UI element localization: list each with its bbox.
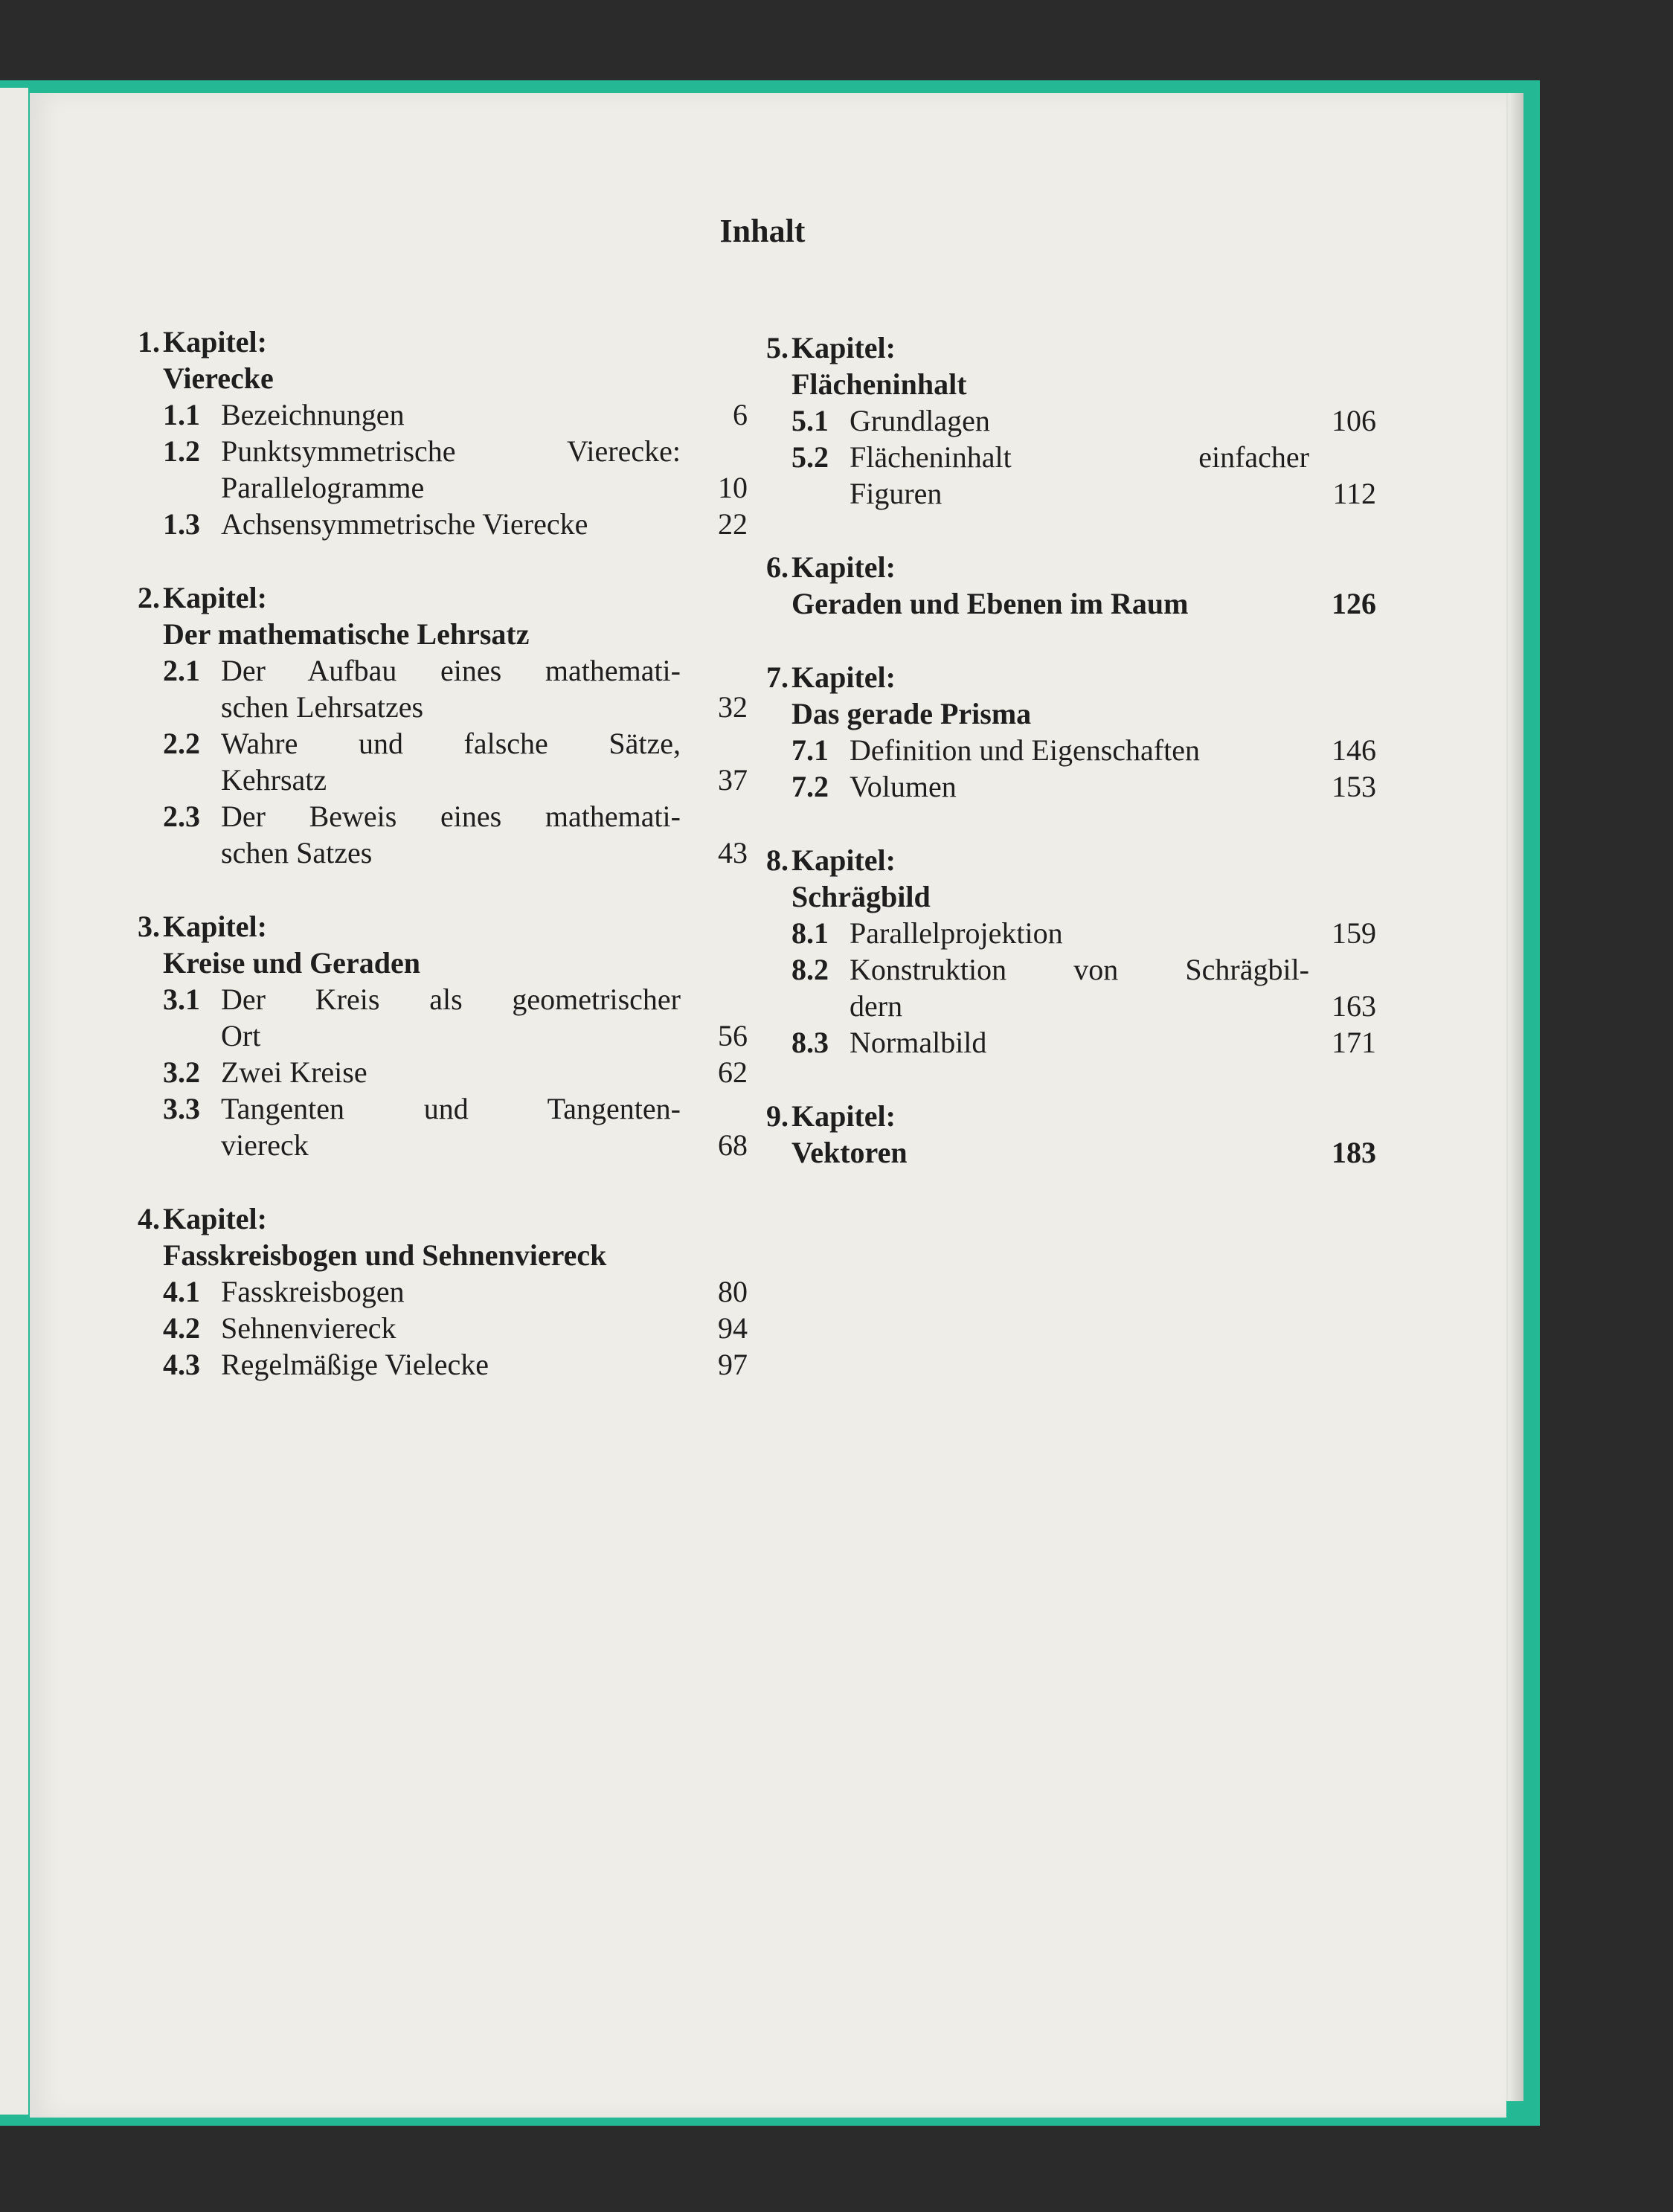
entry-number: 4.1 (163, 1275, 200, 1308)
chapter-label (744, 659, 1376, 695)
entry-title: Parallelprojektion (850, 916, 1063, 950)
entry-page-number: 22 (718, 507, 748, 541)
toc-entry-continuation (115, 689, 748, 725)
toc-entry-continuation (744, 475, 1376, 512)
chapter-title: Vierecke (163, 361, 274, 395)
entry-title: Definition und Eigenschaften (850, 733, 1200, 767)
chapter-word: Kapitel: (163, 910, 267, 943)
entry-title: Grundlagen (850, 404, 990, 437)
entry-title: Tangenten und Tangenten- (221, 1092, 681, 1125)
chapter-number: 9. (766, 1099, 789, 1133)
chapter-title-row (744, 1134, 1376, 1171)
chapter-spacer (744, 1061, 1376, 1098)
entry-title: Bezeichnungen (221, 398, 405, 431)
chapter-label (115, 324, 748, 360)
entry-title: Sehnenviereck (221, 1311, 396, 1345)
entry-number: 8.3 (791, 1026, 829, 1059)
entry-title-continued: Figuren (850, 477, 943, 510)
entry-page-number: 10 (718, 471, 748, 504)
chapter-page-number: 183 (1332, 1136, 1376, 1169)
toc-entry (115, 506, 748, 542)
chapter-number: 5. (766, 331, 789, 364)
chapter-title: Fasskreisbogen und Sehnenviereck (163, 1238, 607, 1272)
chapter-title: Das gerade Prisma (791, 697, 1032, 730)
entry-title-continued: schen Satzes (221, 836, 373, 869)
entry-number: 7.2 (791, 770, 829, 803)
entry-title: Wahre und falsche Sätze, (221, 727, 681, 760)
chapter-title-row (744, 366, 1376, 402)
toc-left-column (115, 324, 748, 1383)
chapter-label (115, 1200, 748, 1237)
chapter-number: 4. (138, 1202, 160, 1235)
entry-number: 8.2 (791, 953, 829, 986)
toc-entry (115, 981, 748, 1017)
entry-title: Punktsymmetrische Vierecke: (221, 434, 681, 468)
chapter-title-row (115, 616, 748, 652)
entry-title: Fasskreisbogen (221, 1275, 405, 1308)
entry-number: 3.2 (163, 1055, 200, 1089)
toc-entry (115, 1054, 748, 1090)
chapter-title-row (744, 585, 1376, 622)
chapter-number: 8. (766, 843, 789, 877)
entry-page-number: 153 (1332, 770, 1376, 803)
toc-entry (115, 652, 748, 689)
toc-entry (115, 433, 748, 469)
entry-title-continued: Ort (221, 1019, 261, 1052)
toc-chapter (744, 842, 1376, 1061)
chapter-title: Vektoren (791, 1136, 908, 1169)
entry-title: Konstruktion von Schrägbil- (850, 953, 1309, 986)
chapter-title: Kreise und Geraden (163, 946, 420, 980)
entry-page-number: 106 (1332, 404, 1376, 437)
entry-page-number: 94 (718, 1311, 748, 1345)
toc-entry (744, 951, 1376, 988)
chapter-label (115, 908, 748, 945)
entry-title-continued: schen Lehrsatzes (221, 690, 424, 724)
entry-number: 2.3 (163, 800, 200, 833)
chapter-number: 7. (766, 660, 789, 694)
chapter-title-row (115, 1237, 748, 1273)
entry-number: 3.3 (163, 1092, 200, 1125)
chapter-label (744, 329, 1376, 366)
toc-chapter (115, 579, 748, 871)
chapter-word: Kapitel: (791, 550, 896, 584)
toc-entry (744, 439, 1376, 475)
entry-title: Der Beweis eines mathemati- (221, 800, 681, 833)
toc-entry (115, 1273, 748, 1310)
entry-page-number: 163 (1332, 989, 1376, 1023)
toc-entry (744, 768, 1376, 805)
entry-page-number: 68 (718, 1128, 748, 1162)
previous-page-edge (0, 88, 28, 2115)
toc-chapter (744, 659, 1376, 805)
toc-entry (744, 1024, 1376, 1061)
toc-chapter (744, 1098, 1376, 1171)
entry-number: 1.2 (163, 434, 200, 468)
entry-number: 5.2 (791, 440, 829, 474)
chapter-title-row (115, 360, 748, 396)
toc-chapter (115, 908, 748, 1163)
toc-entry (115, 1090, 748, 1127)
entry-number: 2.2 (163, 727, 200, 760)
toc-entry-continuation (115, 1017, 748, 1054)
toc-entry (115, 798, 748, 835)
toc-entry (744, 732, 1376, 768)
entry-page-number: 80 (718, 1275, 748, 1308)
entry-title: Volumen (850, 770, 957, 803)
chapter-number: 2. (138, 581, 160, 614)
contents-page (30, 93, 1506, 2118)
entry-page-number: 56 (718, 1019, 748, 1052)
chapter-number: 3. (138, 910, 160, 943)
entry-title: Flächeninhalt einfacher (850, 440, 1309, 474)
entry-page-number: 97 (718, 1348, 748, 1381)
toc-chapter (744, 549, 1376, 622)
toc-right-column (744, 329, 1376, 1171)
entry-title-continued: dern (850, 989, 903, 1023)
chapter-spacer (115, 871, 748, 908)
chapter-spacer (115, 1163, 748, 1200)
entry-number: 5.1 (791, 404, 829, 437)
chapter-label (115, 579, 748, 616)
chapter-word: Kapitel: (163, 581, 267, 614)
chapter-word: Kapitel: (791, 331, 896, 364)
chapter-spacer (744, 805, 1376, 842)
entry-number: 8.1 (791, 916, 829, 950)
chapter-spacer (744, 512, 1376, 549)
chapter-word: Kapitel: (791, 1099, 896, 1133)
chapter-title: Geraden und Ebenen im Raum (791, 587, 1189, 620)
chapter-word: Kapitel: (791, 660, 896, 694)
entry-page-number: 171 (1332, 1026, 1376, 1059)
chapter-spacer (115, 542, 748, 579)
toc-entry-continuation (115, 469, 748, 506)
chapter-label (744, 549, 1376, 585)
entry-number: 7.1 (791, 733, 829, 767)
entry-number: 4.2 (163, 1311, 200, 1345)
entry-page-number: 43 (718, 836, 748, 869)
entry-number: 1.3 (163, 507, 200, 541)
entry-page-number: 159 (1332, 916, 1376, 950)
entry-title: Regelmäßige Vielecke (221, 1348, 489, 1381)
entry-title-continued: viereck (221, 1128, 309, 1162)
entry-page-number: 6 (733, 398, 748, 431)
chapter-title-row (744, 878, 1376, 915)
chapter-title: Flächeninhalt (791, 367, 967, 401)
toc-chapter (115, 1200, 748, 1383)
toc-entry-continuation (115, 835, 748, 871)
toc-entry (115, 1310, 748, 1346)
toc-entry-continuation (744, 988, 1376, 1024)
chapter-label (744, 1098, 1376, 1134)
toc-entry-continuation (115, 762, 748, 798)
entry-title: Zwei Kreise (221, 1055, 367, 1089)
chapter-word: Kapitel: (163, 325, 267, 359)
entry-page-number: 62 (718, 1055, 748, 1089)
chapter-page-number: 126 (1332, 587, 1376, 620)
entry-title: Normalbild (850, 1026, 987, 1059)
toc-entry-continuation (115, 1127, 748, 1163)
toc-chapter (115, 324, 748, 542)
entry-title-continued: Parallelogramme (221, 471, 425, 504)
entry-title-continued: Kehrsatz (221, 763, 327, 797)
chapter-spacer (744, 622, 1376, 659)
chapter-title: Schrägbild (791, 880, 931, 913)
chapter-number: 1. (138, 325, 160, 359)
entry-page-number: 112 (1332, 477, 1376, 510)
toc-entry (115, 396, 748, 433)
toc-chapter (744, 329, 1376, 512)
toc-entry (115, 1346, 748, 1383)
chapter-word: Kapitel: (791, 843, 896, 877)
entry-number: 2.1 (163, 654, 200, 687)
toc-entry (744, 915, 1376, 951)
chapter-number: 6. (766, 550, 789, 584)
chapter-label (744, 842, 1376, 878)
chapter-title-row (115, 945, 748, 981)
entry-title: Achsensymmetrische Vierecke (221, 507, 588, 541)
entry-title: Der Kreis als geometrischer (221, 983, 681, 1016)
toc-entry (115, 725, 748, 762)
entry-title: Der Aufbau eines mathemati- (221, 654, 681, 687)
chapter-title-row (744, 695, 1376, 732)
entry-number: 3.1 (163, 983, 200, 1016)
chapter-title: Der mathematische Lehrsatz (163, 617, 530, 651)
chapter-word: Kapitel: (163, 1202, 267, 1235)
page-title: Inhalt (719, 213, 806, 249)
entry-page-number: 32 (718, 690, 748, 724)
entry-page-number: 146 (1332, 733, 1376, 767)
entry-number: 4.3 (163, 1348, 200, 1381)
toc-entry (744, 402, 1376, 439)
entry-page-number: 37 (718, 763, 748, 797)
entry-number: 1.1 (163, 398, 200, 431)
